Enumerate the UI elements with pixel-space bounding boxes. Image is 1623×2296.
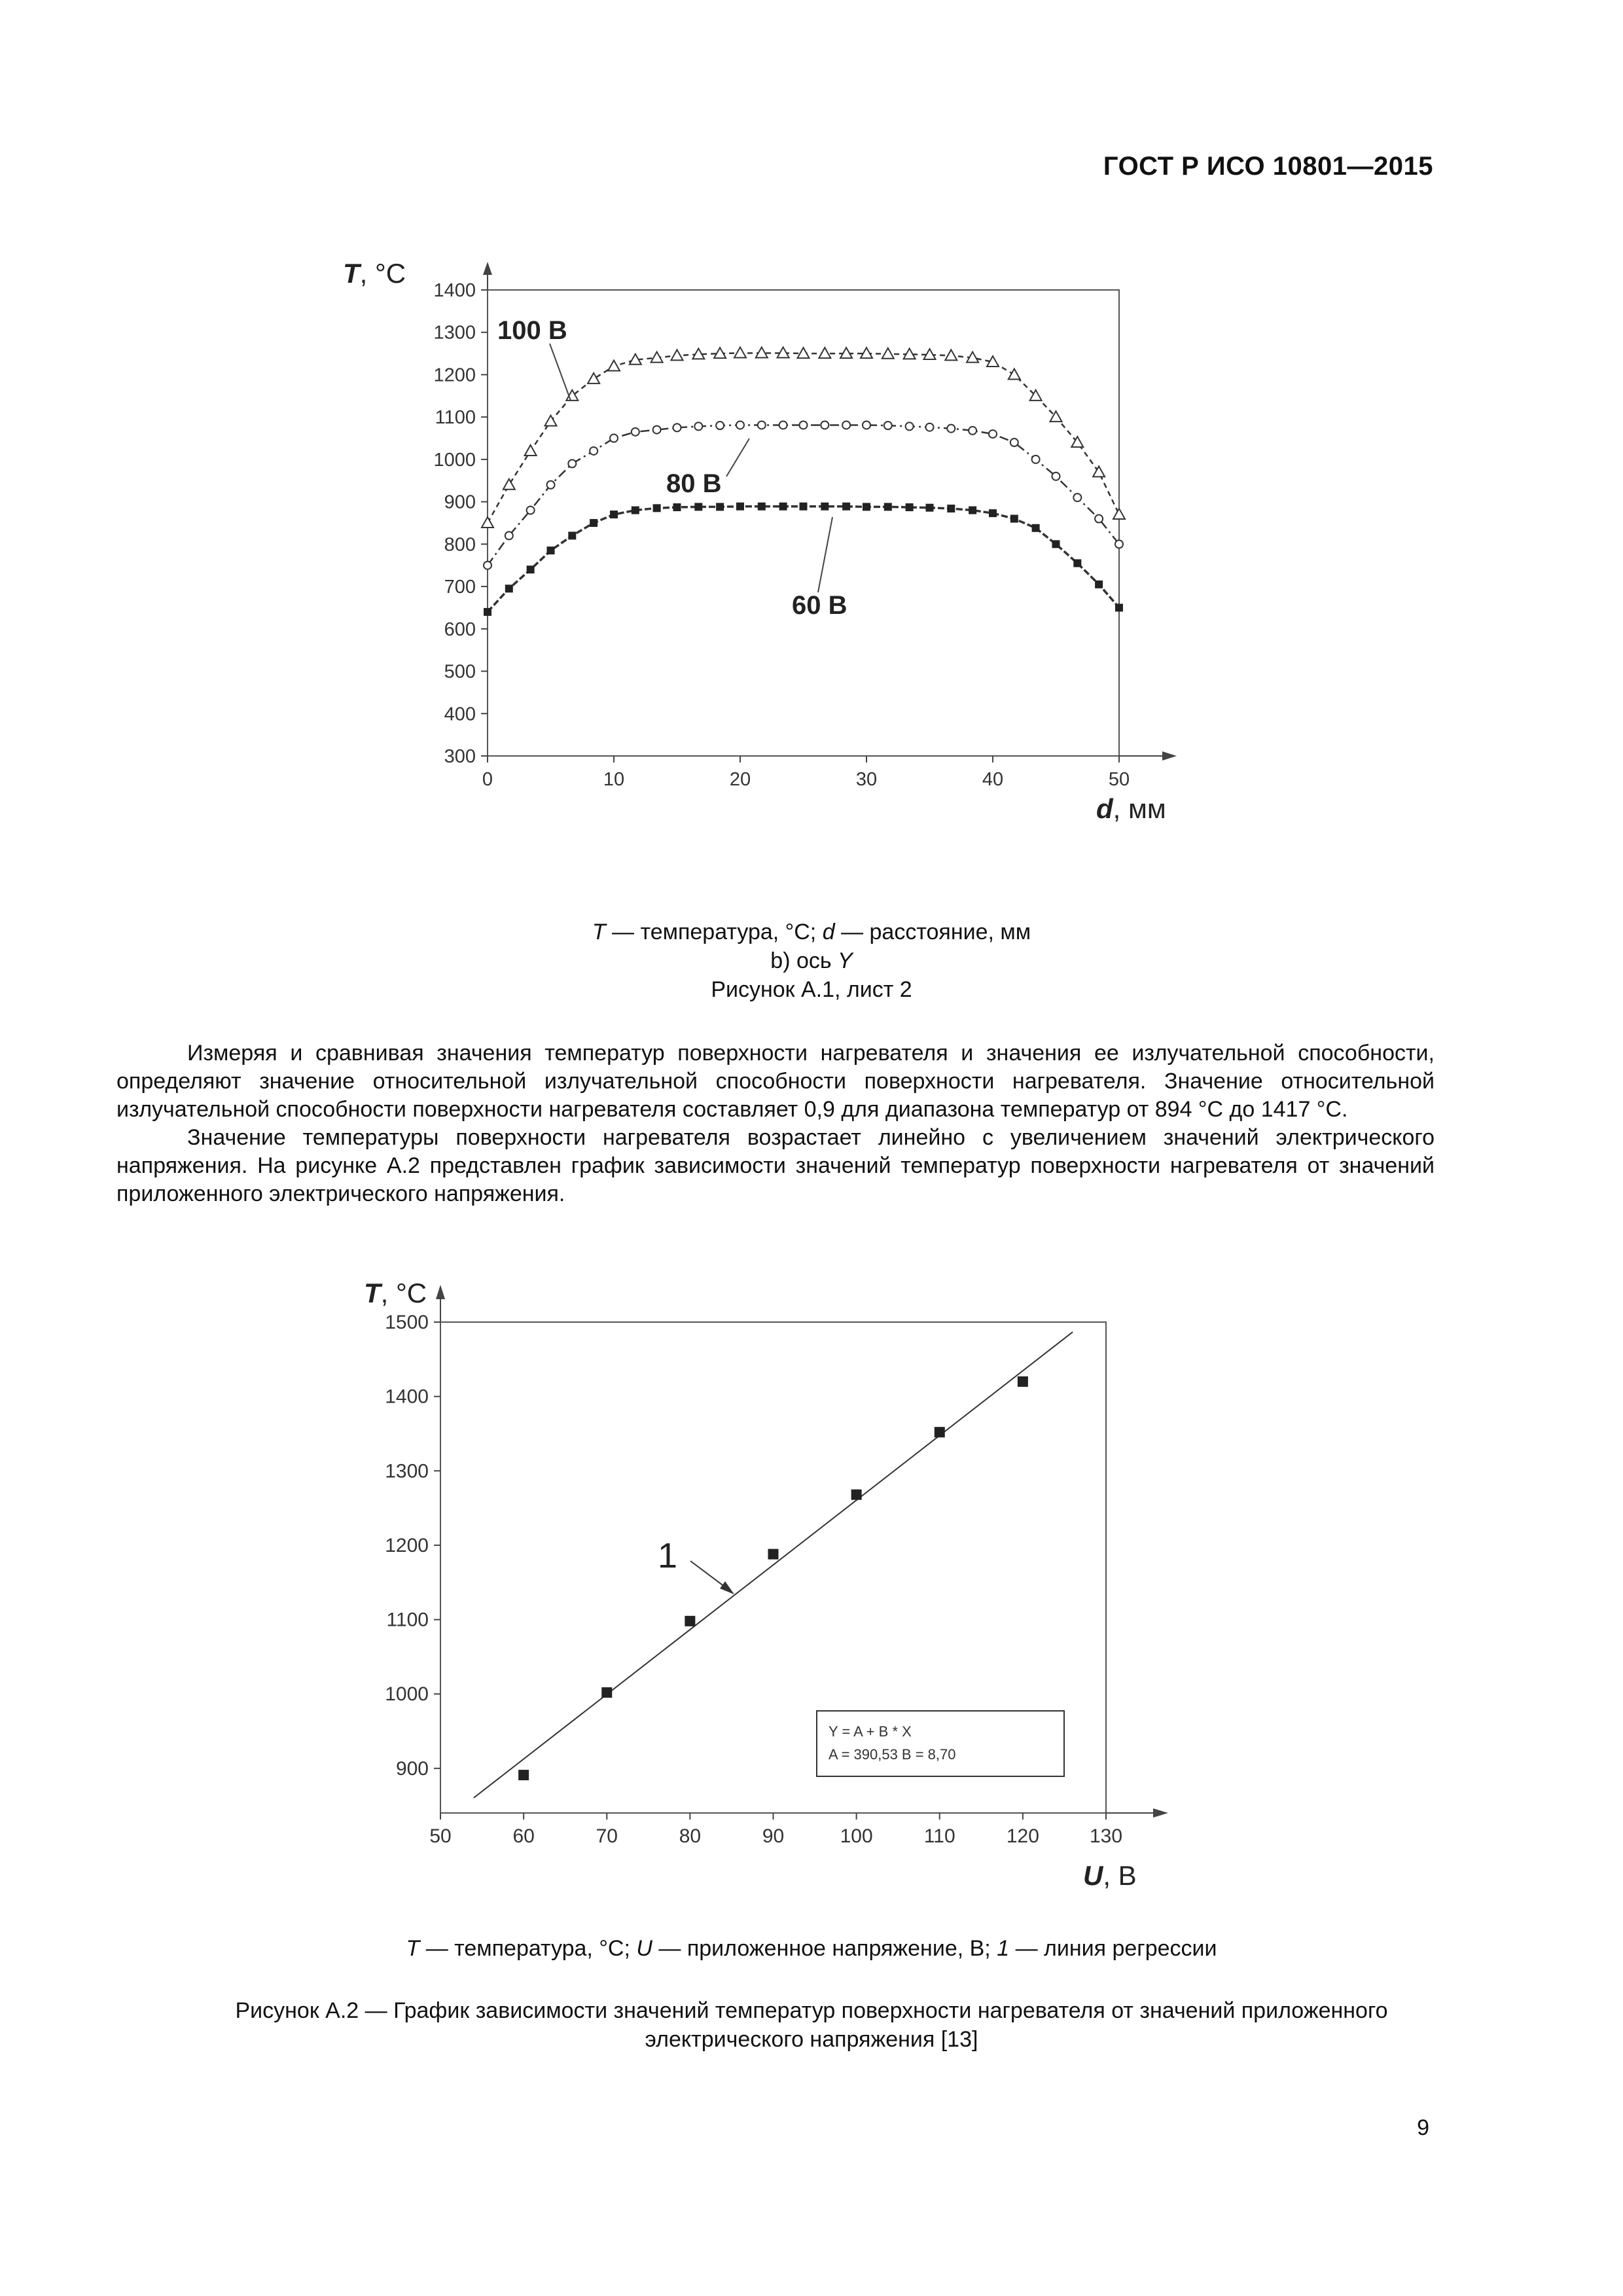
- data-point-80v: [610, 435, 618, 442]
- data-point-60v: [1010, 515, 1018, 523]
- y-axis-arrowhead: [436, 1285, 445, 1299]
- data-point-80v: [947, 425, 955, 433]
- page-number: 9: [1417, 2115, 1429, 2140]
- data-point-100v: [734, 347, 746, 357]
- y-tick-label: 1200: [433, 365, 476, 386]
- data-point-80v: [568, 459, 576, 467]
- x-tick-label: 120: [1006, 1825, 1039, 1847]
- data-point-80v: [821, 421, 829, 429]
- data-point-60v: [1032, 524, 1040, 532]
- data-point-80v: [884, 422, 892, 429]
- data-point-80v: [779, 421, 787, 429]
- data-point-80v: [800, 421, 808, 429]
- data-point-80v: [906, 422, 914, 430]
- data-point-100v: [945, 350, 957, 360]
- regression-leader-arrowhead: [720, 1581, 734, 1594]
- x-tick-label: 70: [596, 1825, 618, 1847]
- regression-description: — линия регрессии: [1009, 1936, 1217, 1961]
- x-tick-label: 20: [729, 769, 751, 790]
- data-point-80v: [1115, 540, 1123, 548]
- data-point-80v: [1032, 456, 1040, 463]
- data-point-60v: [1095, 581, 1103, 588]
- data-point-80v: [484, 562, 491, 569]
- paragraph-1: Измеряя и сравнивая значения температур поверхности нагревателя и значения ее излучательной способности, определяют значение относительной излучательной способности поверхности нагревателя. Значение относительной излучательной способности поверхности нагревателя составляет 0,9 для диапазона температур от 894 °С до 1417 °С.: [116, 1041, 1435, 1122]
- series-label-100v: 100 В: [497, 316, 567, 345]
- data-point-80v: [989, 430, 997, 438]
- y-axis-label: T, °C: [364, 1278, 427, 1308]
- document-header: ГОСТ Р ИСО 10801—2015: [1103, 152, 1433, 181]
- x-axis-label: U, В: [1083, 1860, 1137, 1891]
- data-point-100v: [588, 373, 599, 384]
- data-point-80v: [505, 531, 513, 539]
- data-point-80v: [842, 421, 850, 429]
- x-tick-label: 10: [603, 769, 625, 790]
- data-point-60v: [884, 503, 892, 511]
- label-leader-80v: [726, 439, 749, 476]
- body-text: [116, 1039, 1435, 1208]
- figure-a1-chart: [0, 0, 1623, 884]
- u-symbol: U: [636, 1936, 652, 1961]
- d-description: — расстояние, мм: [834, 920, 1031, 944]
- series-line-triangle: [488, 353, 1119, 523]
- data-point-60v: [842, 503, 850, 511]
- x-tick-label: 50: [429, 1825, 452, 1847]
- data-point-80v: [653, 426, 661, 434]
- x-axis-arrowhead: [1153, 1808, 1168, 1818]
- data-point-80v: [694, 422, 702, 430]
- label-leader-100v: [550, 344, 571, 401]
- series-line-circle: [488, 425, 1119, 565]
- data-point-100v: [525, 445, 537, 456]
- data-point: [851, 1490, 862, 1500]
- data-point-60v: [821, 503, 829, 511]
- data-point-60v: [758, 503, 766, 511]
- u-description: — приложенное напряжение, В;: [652, 1936, 997, 1961]
- series-label-60v: 60 В: [792, 591, 847, 620]
- data-point-100v: [882, 348, 894, 359]
- data-point-100v: [545, 416, 557, 426]
- series-label-80v: 80 В: [666, 469, 722, 498]
- x-tick-label: 30: [855, 769, 878, 790]
- data-point-60v: [947, 505, 955, 512]
- figure-a2-chart: [0, 1244, 1623, 1911]
- data-point-80v: [1073, 493, 1081, 501]
- x-axis-label: d, мм: [1096, 793, 1166, 824]
- data-point: [935, 1427, 945, 1437]
- figure-a2-legend: [0, 1934, 1623, 1963]
- x-tick-label: 40: [982, 769, 1004, 790]
- data-point-60v: [632, 507, 639, 514]
- data-point-100v: [1113, 509, 1125, 519]
- x-tick-label: 50: [1108, 769, 1130, 790]
- y-tick-label: 1000: [385, 1683, 429, 1706]
- data-point-60v: [906, 503, 914, 511]
- data-point-60v: [716, 503, 724, 511]
- data-point-80v: [736, 421, 744, 429]
- data-point-100v: [1008, 368, 1020, 379]
- data-point-60v: [694, 503, 702, 511]
- data-point-80v: [969, 427, 976, 435]
- y-tick-label: 1400: [433, 280, 476, 301]
- figure-a2-title-line1: Рисунок А.2 — График зависимости значений температур поверхности нагревателя от значений приложенного: [235, 1998, 1388, 2023]
- data-point-60v: [926, 504, 934, 512]
- regression-label: 1: [658, 1536, 678, 1575]
- data-point-100v: [671, 350, 683, 360]
- t-description: — температура, °С;: [419, 1936, 637, 1961]
- x-tick-label: 90: [762, 1825, 785, 1847]
- x-tick-label: 60: [512, 1825, 535, 1847]
- y-tick-label: 1400: [385, 1386, 429, 1408]
- x-tick-label: 100: [840, 1825, 873, 1847]
- data-point-80v: [527, 507, 535, 514]
- data-point-60v: [547, 547, 555, 554]
- data-point-60v: [484, 608, 491, 616]
- x-tick-label: 80: [679, 1825, 702, 1847]
- y-tick-label: 500: [444, 661, 476, 683]
- data-point-100v: [819, 348, 830, 358]
- y-tick-label: 900: [395, 1757, 429, 1780]
- x-tick-label: 110: [923, 1825, 955, 1847]
- y-tick-label: 900: [444, 492, 476, 513]
- data-point: [685, 1616, 695, 1626]
- y-tick-label: 400: [444, 704, 476, 725]
- label-leader-60v: [818, 517, 832, 592]
- y-axis-arrowhead: [483, 262, 492, 275]
- data-point: [601, 1687, 612, 1698]
- y-tick-label: 1300: [385, 1460, 429, 1482]
- paragraph-2: Значение температуры поверхности нагревателя возрастает линейно с увеличением значений электрического напряжения. На рисунке А.2 представлен график зависимости значений температур поверхности нагревателя от значений приложенного электрического напряжения.: [116, 1125, 1435, 1206]
- data-point: [768, 1549, 779, 1560]
- data-point-60v: [736, 503, 744, 511]
- y-tick-label: 1000: [433, 449, 476, 471]
- y-tick-label: 1100: [435, 407, 476, 429]
- figure-a2-title-line2: электрического напряжения [13]: [645, 2027, 978, 2052]
- data-point-80v: [632, 428, 639, 436]
- d-symbol: d: [822, 920, 835, 944]
- data-point-60v: [1052, 540, 1060, 548]
- figure-a1-subcaption: [0, 946, 1623, 975]
- data-point-60v: [610, 511, 618, 518]
- data-point-80v: [547, 481, 555, 489]
- y-tick-label: 1200: [385, 1534, 429, 1556]
- y-tick-label: 300: [444, 746, 476, 767]
- data-point-100v: [608, 361, 620, 371]
- data-point-60v: [863, 503, 870, 511]
- t-symbol: T: [592, 920, 606, 944]
- x-tick-label: 0: [482, 769, 493, 790]
- regression-symbol: 1: [997, 1936, 1010, 1961]
- regression-stats-box: [817, 1711, 1064, 1776]
- data-point-60v: [505, 584, 513, 592]
- data-point-60v: [800, 503, 808, 511]
- data-point-60v: [969, 507, 976, 514]
- data-point-60v: [1073, 559, 1081, 567]
- x-axis-arrowhead: [1162, 751, 1177, 761]
- y-tick-label: 800: [444, 534, 476, 556]
- data-point-80v: [716, 422, 724, 429]
- figure-a1-legend: [0, 918, 1623, 946]
- data-point-80v: [1052, 473, 1060, 480]
- data-point-80v: [926, 423, 934, 431]
- figure-a1-title: Рисунок А.1, лист 2: [711, 977, 912, 1002]
- y-tick-label: 700: [444, 577, 476, 598]
- stats-equation: Y = A + B * X: [829, 1723, 912, 1740]
- data-point-60v: [568, 531, 576, 539]
- t-symbol: T: [406, 1936, 420, 1961]
- data-point-60v: [590, 519, 597, 527]
- stats-coefficients: A = 390,53 B = 8,70: [829, 1746, 956, 1763]
- data-point-80v: [863, 421, 870, 429]
- data-point-80v: [758, 421, 766, 429]
- data-point-100v: [482, 517, 493, 528]
- data-point-60v: [779, 503, 787, 511]
- t-description: — температура, °С;: [605, 920, 823, 944]
- data-point: [518, 1770, 529, 1780]
- subcaption-prefix: b) ось: [770, 948, 838, 973]
- data-point-60v: [527, 565, 535, 573]
- data-point-80v: [590, 447, 597, 455]
- data-point-60v: [989, 509, 997, 517]
- y-tick-label: 1300: [433, 322, 476, 344]
- data-point-80v: [1010, 439, 1018, 446]
- y-tick-label: 1100: [386, 1609, 429, 1631]
- y-tick-label: 1500: [385, 1312, 429, 1333]
- data-point-80v: [673, 423, 681, 431]
- data-point-60v: [653, 504, 661, 512]
- y-tick-label: 600: [444, 619, 476, 640]
- data-point-60v: [673, 503, 681, 511]
- subcaption-axis: Y: [838, 948, 853, 973]
- data-point-60v: [1115, 603, 1123, 611]
- data-point-100v: [503, 479, 515, 490]
- y-axis-label: T, °C: [343, 258, 406, 289]
- data-point-80v: [1095, 515, 1103, 523]
- data-point: [1018, 1376, 1028, 1387]
- x-tick-label: 130: [1089, 1825, 1123, 1847]
